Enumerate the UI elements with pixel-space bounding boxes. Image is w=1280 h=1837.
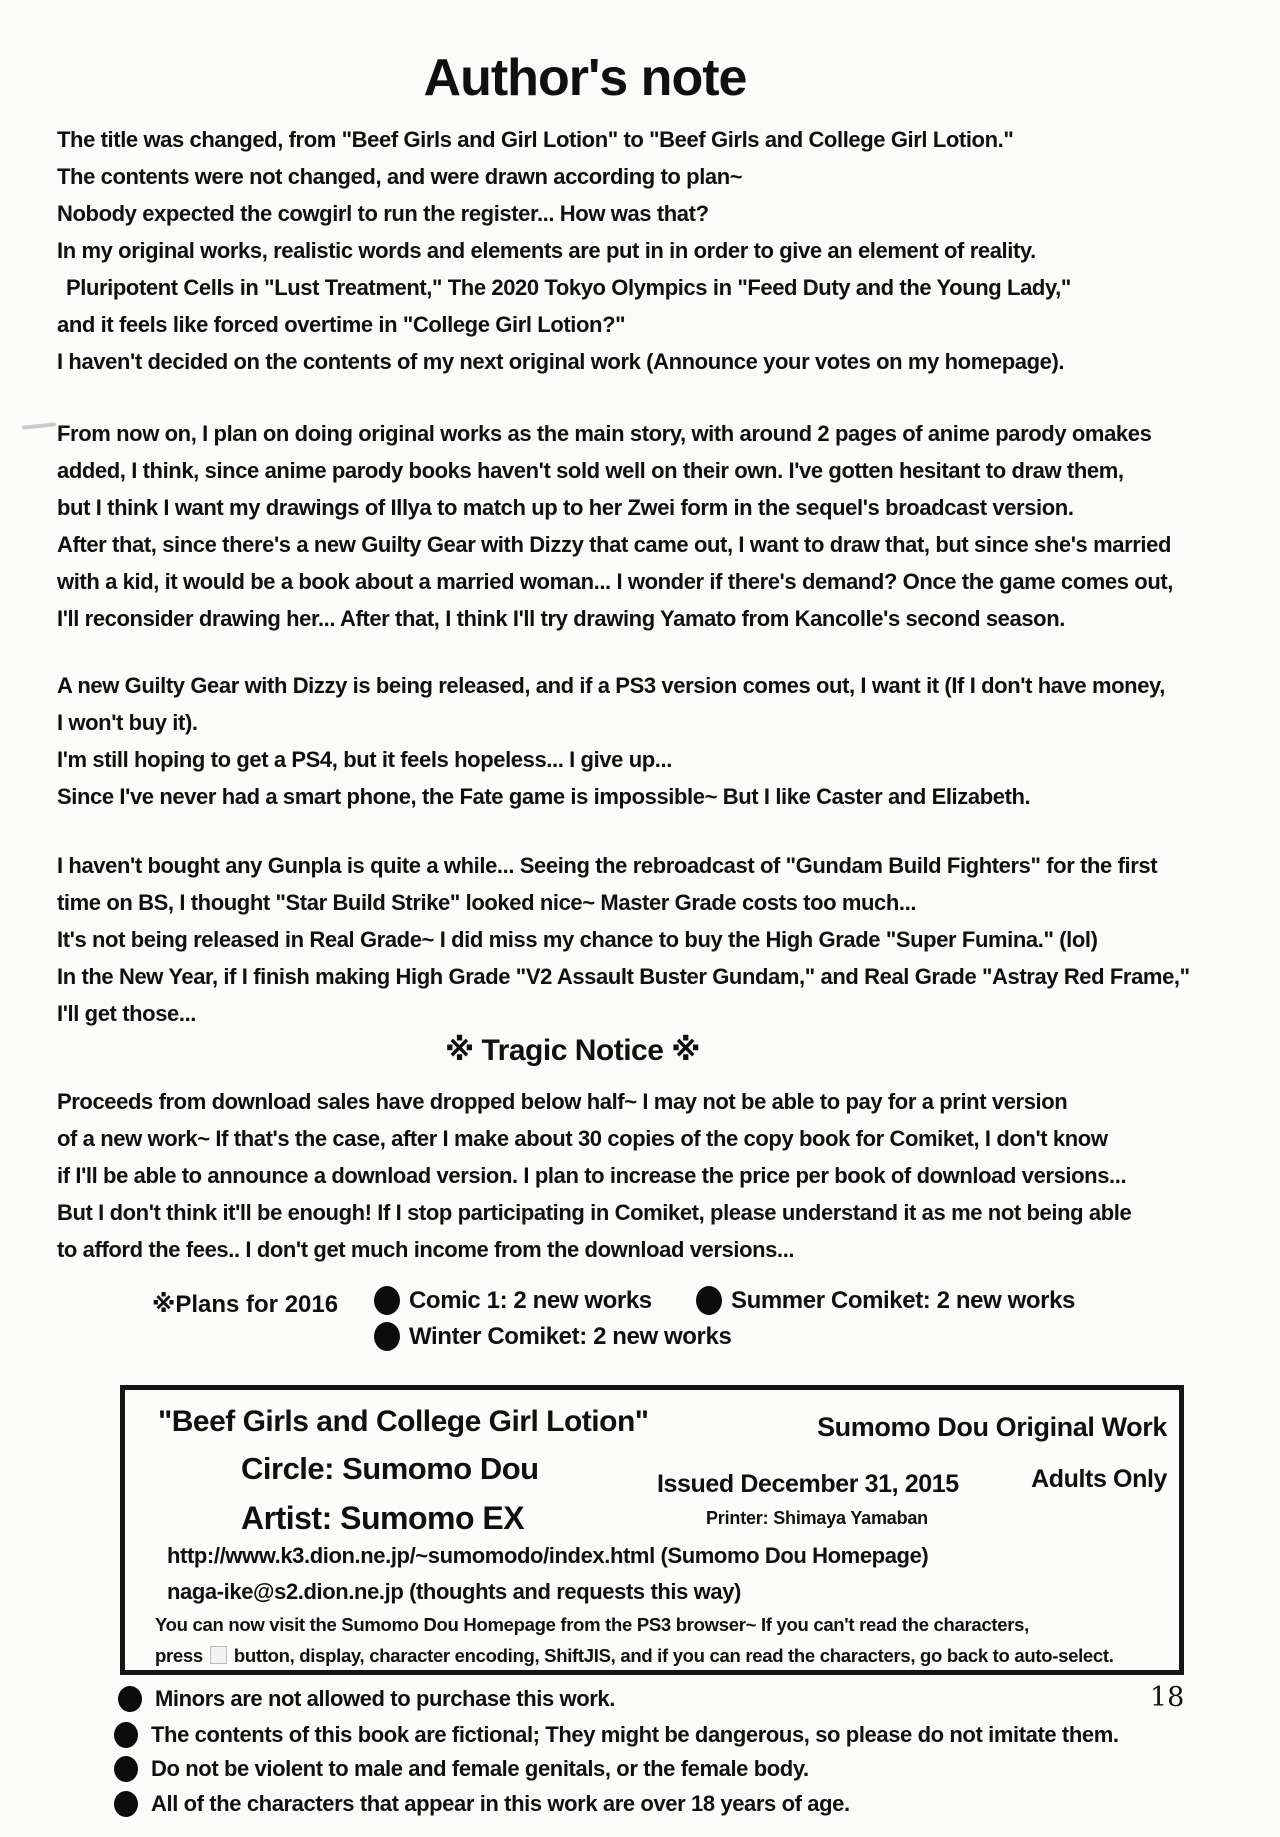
page-number: 18 bbox=[1150, 1682, 1185, 1713]
ps3-note-line1: You can now visit the Sumomo Dou Homepage from the PS3 browser~ If you can't read the characters, bbox=[155, 1614, 1029, 1635]
ps3-note-line2 bbox=[155, 1645, 1114, 1667]
note-line: I'll reconsider drawing her... After that, I think I'll try drawing Yamato from Kancolle's second season. bbox=[57, 606, 1065, 631]
bullet-icon bbox=[114, 1756, 138, 1782]
homepage-url: http://www.k3.dion.ne.jp/~sumomodo/index.html (Sumomo Dou Homepage) bbox=[167, 1543, 929, 1568]
note-line: with a kid, it would be a book about a married woman... I wonder if there's demand? Once the game comes out, bbox=[57, 569, 1174, 594]
notice-row bbox=[114, 1756, 809, 1782]
notice-text: The contents of this book are fictional; They might be dangerous, so please do not imitate them. bbox=[151, 1722, 1119, 1747]
tragic-notice-paragraph bbox=[57, 1083, 1131, 1268]
bullet-icon bbox=[374, 1322, 400, 1351]
note-line: and it feels like forced overtime in "College Girl Lotion?" bbox=[57, 312, 626, 337]
note-line: Nobody expected the cowgirl to run the register... How was that? bbox=[57, 201, 709, 226]
plan-item-comic1 bbox=[374, 1286, 652, 1315]
note-line: to afford the fees.. I don't get much income from the download versions... bbox=[57, 1237, 795, 1262]
plan-item-label: Comic 1: 2 new works bbox=[409, 1286, 652, 1314]
tragic-notice-heading: ※ Tragic Notice ※ bbox=[445, 1034, 700, 1067]
note-line: I haven't decided on the contents of my next original work (Announce your votes on my homepage). bbox=[57, 349, 1065, 374]
paragraph-3 bbox=[57, 667, 1165, 815]
note-line: but I think I want my drawings of Illya to match up to her Zwei form in the sequel's broadcast version. bbox=[57, 495, 1074, 520]
page-title: Author's note bbox=[423, 49, 747, 107]
plan-item-label: Summer Comiket: 2 new works bbox=[731, 1286, 1075, 1314]
original-work-label: Sumomo Dou Original Work bbox=[817, 1412, 1167, 1442]
note-line: After that, since there's a new Guilty Gear with Dizzy that came out, I want to draw that, but since she's married bbox=[57, 532, 1172, 557]
note-line: The contents were not changed, and were drawn according to plan~ bbox=[57, 164, 743, 189]
note-line: From now on, I plan on doing original works as the main story, with around 2 pages of anime parody omakes bbox=[57, 421, 1152, 446]
note-line: Pluripotent Cells in "Lust Treatment," The 2020 Tokyo Olympics in "Feed Duty and the Young Lady," bbox=[66, 275, 1071, 300]
bullet-icon bbox=[114, 1791, 138, 1817]
notice-text: All of the characters that appear in this work are over 18 years of age. bbox=[151, 1791, 850, 1816]
notice-row bbox=[118, 1686, 615, 1712]
bullet-icon bbox=[118, 1686, 142, 1712]
book-title: "Beef Girls and College Girl Lotion" bbox=[158, 1405, 649, 1438]
note-line: I won't buy it). bbox=[57, 710, 198, 735]
bullet-icon bbox=[114, 1722, 138, 1748]
notice-row bbox=[114, 1791, 850, 1817]
note-line: But I don't think it'll be enough! If I stop participating in Comiket, please understand it as me not being able bbox=[57, 1200, 1132, 1225]
paragraph-2 bbox=[57, 415, 1173, 637]
contact-email: naga-ike@s2.dion.ne.jp (thoughts and requests this way) bbox=[167, 1579, 741, 1604]
note-line: In the New Year, if I finish making High Grade "V2 Assault Buster Gundam," and Real Grade "Astray Red Frame," bbox=[57, 964, 1190, 989]
artist-name: Artist: Sumomo EX bbox=[241, 1500, 525, 1536]
note-line: I'm still hoping to get a PS4, but it feels hopeless... I give up... bbox=[57, 747, 672, 772]
note-line: if I'll be able to announce a download version. I plan to increase the price per book of download versions... bbox=[57, 1163, 1127, 1188]
note-line: It's not being released in Real Grade~ I did miss my chance to buy the High Grade "Super Fumina." (lol) bbox=[57, 927, 1098, 952]
paragraph-4 bbox=[57, 847, 1190, 1032]
bullet-icon bbox=[696, 1286, 722, 1315]
note-line: Since I've never had a smart phone, the Fate game is impossible~ But I like Caster and Elizabeth. bbox=[57, 784, 1031, 809]
plan-item-winter-comiket bbox=[374, 1322, 731, 1351]
ps3-note-line2-pre: press bbox=[155, 1645, 203, 1666]
plans-label: ※Plans for 2016 bbox=[152, 1291, 339, 1318]
notice-row bbox=[114, 1722, 1119, 1748]
square-button-icon bbox=[210, 1646, 227, 1664]
note-line: of a new work~ If that's the case, after I make about 30 copies of the copy book for Comiket, I don't know bbox=[57, 1126, 1108, 1151]
note-line: time on BS, I thought "Star Build Strike" looked nice~ Master Grade costs too much... bbox=[57, 890, 917, 915]
plan-item-label: Winter Comiket: 2 new works bbox=[409, 1322, 732, 1350]
note-line: added, I think, since anime parody books haven't sold well on their own. I've gotten hesitant to draw them, bbox=[57, 458, 1124, 483]
note-line: A new Guilty Gear with Dizzy is being released, and if a PS3 version comes out, I want it (If I don't have money, bbox=[57, 673, 1165, 698]
notice-text: Do not be violent to male and female genitals, or the female body. bbox=[151, 1756, 809, 1781]
issue-date: Issued December 31, 2015 bbox=[657, 1470, 959, 1498]
note-line: I haven't bought any Gunpla is quite a while... Seeing the rebroadcast of "Gundam Build Fighters" for the first bbox=[57, 853, 1158, 878]
notice-text: Minors are not allowed to purchase this work. bbox=[155, 1686, 615, 1711]
paragraph-1 bbox=[57, 121, 1071, 380]
printer-name: Printer: Shimaya Yamaban bbox=[706, 1508, 928, 1528]
ps3-note-line2-post: button, display, character encoding, ShiftJIS, and if you can read the characters, go back to auto-select. bbox=[233, 1645, 1114, 1666]
publication-info-box bbox=[120, 1385, 1184, 1675]
circle-name: Circle: Sumomo Dou bbox=[241, 1451, 539, 1486]
note-line: The title was changed, from "Beef Girls and Girl Lotion" to "Beef Girls and College Girl Lotion." bbox=[57, 127, 1014, 152]
scan-smudge bbox=[22, 422, 56, 430]
note-line: Proceeds from download sales have dropped below half~ I may not be able to pay for a print version bbox=[57, 1089, 1068, 1114]
plan-item-summer-comiket bbox=[696, 1286, 1075, 1315]
note-line: I'll get those... bbox=[57, 1001, 197, 1026]
adults-only-label: Adults Only bbox=[1031, 1465, 1167, 1493]
bullet-icon bbox=[374, 1286, 400, 1315]
note-line: In my original works, realistic words and elements are put in in order to give an element of reality. bbox=[57, 238, 1036, 263]
